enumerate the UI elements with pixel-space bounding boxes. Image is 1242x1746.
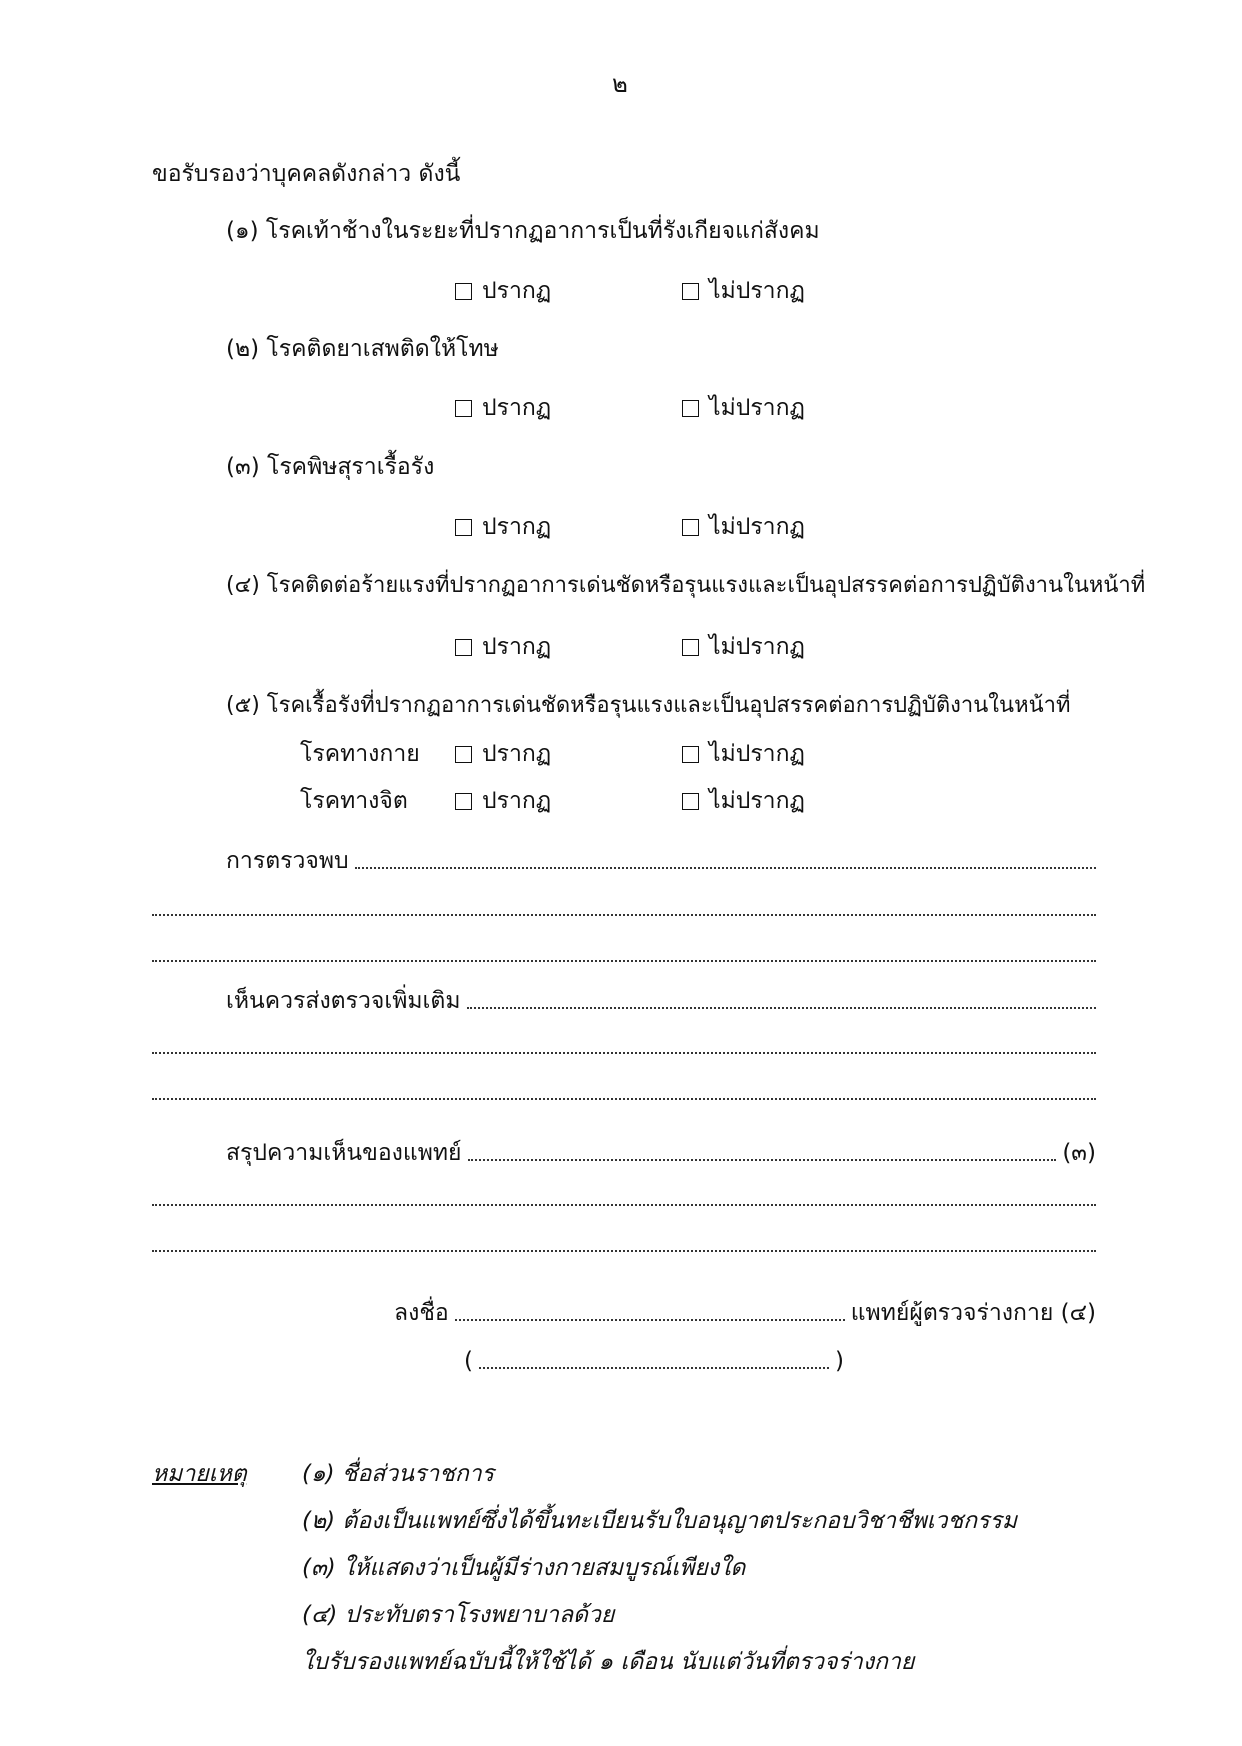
question-5: (๕) โรคเรื้อรังที่ปรากฏอาการเด่นชัดหรือรุนแรงและเป็นอุปสรรคต่อการปฏิบัติงานในหน้าที่ bbox=[226, 693, 1071, 718]
question-4: (๔) โรคติดต่อร้ายแรงที่ปรากฏอาการเด่นชัดหรือรุนแรงและเป็นอุปสรรคต่อการปฏิบัติงานในหน้าที่ bbox=[226, 573, 1146, 598]
question-2: (๒) โรคติดยาเสพติดให้โทษ bbox=[226, 336, 499, 362]
summary-suffix: (๓) bbox=[1062, 1140, 1096, 1166]
summary-line-3[interactable] bbox=[152, 1250, 1096, 1252]
checkbox-icon[interactable] bbox=[682, 283, 699, 300]
note-1: (๑) ชื่อส่วนราชการ bbox=[302, 1461, 495, 1487]
note-5: ใบรับรองแพทย์ฉบับนี้ให้ใช้ได้ ๑ เดือน นับแต่วันที่ตรวจร่างกาย bbox=[302, 1649, 915, 1675]
option-label: ปรากฏ bbox=[482, 514, 552, 540]
findings-field[interactable] bbox=[226, 850, 1096, 873]
q2-option-absent[interactable] bbox=[682, 397, 805, 420]
findings-dotted-line bbox=[355, 867, 1096, 869]
summary-dotted-line bbox=[468, 1159, 1057, 1161]
question-1: (๑) โรคเท้าช้างในระยะที่ปรากฏอาการเป็นที่รังเกียจแก่สังคม bbox=[226, 218, 820, 244]
signature-open-paren: ( bbox=[464, 1348, 473, 1374]
option-label: ปรากฏ bbox=[482, 741, 552, 767]
q2-option-present[interactable] bbox=[455, 397, 551, 420]
further-exam-dotted-line bbox=[467, 1007, 1097, 1009]
q5-mental-option-absent[interactable] bbox=[682, 790, 805, 813]
q4-option-absent[interactable] bbox=[682, 636, 805, 659]
q5-mental-option-present[interactable] bbox=[455, 790, 551, 813]
page-number: ๒ bbox=[612, 70, 628, 98]
checkbox-icon[interactable] bbox=[682, 793, 699, 810]
further-exam-field[interactable] bbox=[226, 990, 1096, 1013]
signature-dotted-line bbox=[455, 1319, 845, 1321]
note-2: (๒) ต้องเป็นแพทย์ซึ่งได้ขึ้นทะเบียนรับใบอนุญาตประกอบวิชาชีพเวชกรรม bbox=[302, 1508, 1017, 1534]
checkbox-icon[interactable] bbox=[455, 793, 472, 810]
option-label: ปรากฏ bbox=[482, 278, 552, 304]
q3-option-present[interactable] bbox=[455, 516, 551, 539]
option-label: ปรากฏ bbox=[482, 395, 552, 421]
checkbox-icon[interactable] bbox=[682, 639, 699, 656]
further-exam-line-2[interactable] bbox=[152, 1052, 1096, 1054]
notes-heading: หมายเหตุ bbox=[152, 1461, 247, 1487]
checkbox-icon[interactable] bbox=[455, 519, 472, 536]
signature-name-dotted-line bbox=[479, 1367, 829, 1369]
note-4: (๔) ประทับตราโรงพยาบาลด้วย bbox=[302, 1602, 615, 1628]
option-label: ไม่ปรากฏ bbox=[709, 788, 805, 814]
category-mental: โรคทางจิต bbox=[300, 788, 408, 814]
findings-label: การตรวจพบ bbox=[226, 848, 349, 874]
q4-option-present[interactable] bbox=[455, 636, 551, 659]
checkbox-icon[interactable] bbox=[682, 746, 699, 763]
q5-physical-option-absent[interactable] bbox=[682, 743, 805, 766]
q1-option-absent[interactable] bbox=[682, 280, 805, 303]
option-label: ไม่ปรากฏ bbox=[709, 741, 805, 767]
checkbox-icon[interactable] bbox=[682, 519, 699, 536]
checkbox-icon[interactable] bbox=[455, 283, 472, 300]
summary-field[interactable] bbox=[226, 1142, 1096, 1165]
option-label: ไม่ปรากฏ bbox=[709, 634, 805, 660]
checkbox-icon[interactable] bbox=[455, 639, 472, 656]
summary-line-2[interactable] bbox=[152, 1204, 1096, 1206]
further-exam-line-3[interactable] bbox=[152, 1098, 1096, 1100]
q5-physical-option-present[interactable] bbox=[455, 743, 551, 766]
q1-option-present[interactable] bbox=[455, 280, 551, 303]
intro-text: ขอรับรองว่าบุคคลดังกล่าว ดังนี้ bbox=[152, 161, 461, 187]
note-3: (๓) ให้แสดงว่าเป็นผู้มีร่างกายสมบูรณ์เพียงใด bbox=[302, 1555, 746, 1581]
category-physical: โรคทางกาย bbox=[300, 741, 420, 767]
findings-line-2[interactable] bbox=[152, 914, 1096, 916]
checkbox-icon[interactable] bbox=[455, 400, 472, 417]
option-label: ปรากฏ bbox=[482, 634, 552, 660]
option-label: ไม่ปรากฏ bbox=[709, 395, 805, 421]
checkbox-icon[interactable] bbox=[455, 746, 472, 763]
further-exam-label: เห็นควรส่งตรวจเพิ่มเติม bbox=[226, 988, 461, 1014]
option-label: ไม่ปรากฏ bbox=[709, 514, 805, 540]
checkbox-icon[interactable] bbox=[682, 400, 699, 417]
signature-field[interactable] bbox=[394, 1302, 1096, 1325]
q3-option-absent[interactable] bbox=[682, 516, 805, 539]
findings-line-3[interactable] bbox=[152, 960, 1096, 962]
option-label: ไม่ปรากฏ bbox=[709, 278, 805, 304]
question-3: (๓) โรคพิษสุราเรื้อรัง bbox=[226, 454, 435, 480]
signature-close-paren: ) bbox=[835, 1348, 844, 1374]
signature-suffix: แพทย์ผู้ตรวจร่างกาย (๔) bbox=[850, 1300, 1096, 1326]
signature-name-field[interactable] bbox=[464, 1350, 844, 1373]
signature-label: ลงชื่อ bbox=[394, 1300, 449, 1326]
option-label: ปรากฏ bbox=[482, 788, 552, 814]
summary-label: สรุปความเห็นของแพทย์ bbox=[226, 1140, 462, 1166]
